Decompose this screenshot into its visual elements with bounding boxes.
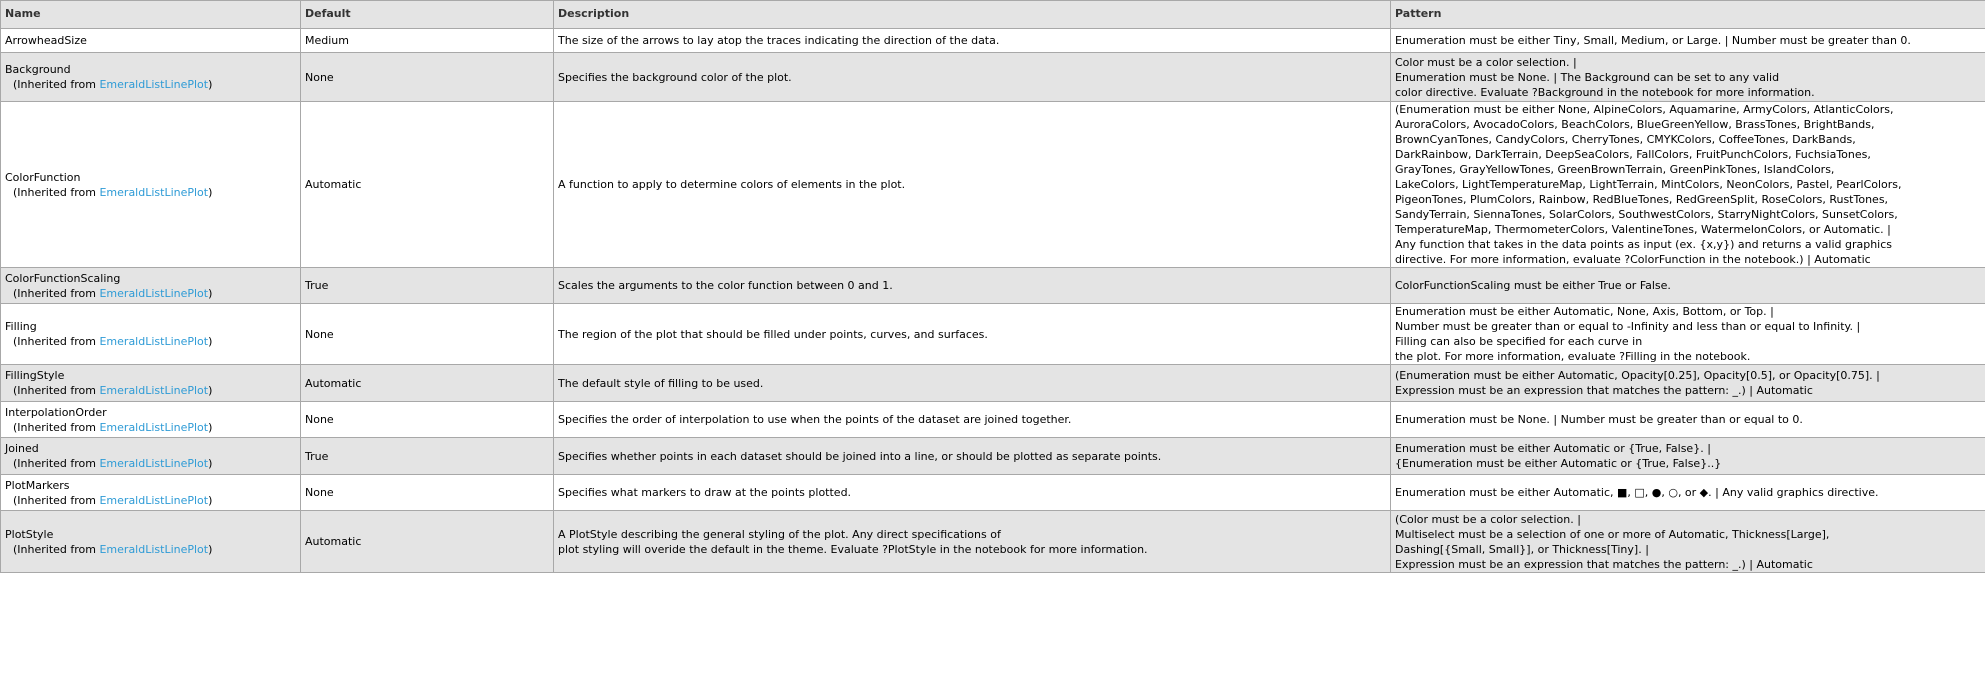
pattern-line: Dashing[{Small, Small}], or Thickness[Tiny]. | bbox=[1395, 542, 1649, 556]
option-default-cell: Automatic bbox=[301, 102, 554, 268]
pattern-line: SandyTerrain, SiennaTones, SolarColors, SouthwestColors, StarryNightColors, SunsetColors, bbox=[1395, 208, 1898, 221]
inherited-prefix: (Inherited from bbox=[13, 78, 100, 91]
option-default-cell: None bbox=[301, 402, 554, 438]
inherited-note bbox=[5, 334, 296, 349]
inherited-suffix: ) bbox=[208, 185, 213, 199]
option-description-cell: The default style of filling to be used. bbox=[554, 365, 1391, 402]
table-row bbox=[1, 475, 1985, 511]
table-row bbox=[1, 268, 1985, 304]
inherited-note bbox=[5, 286, 296, 301]
option-name-cell bbox=[1, 29, 301, 53]
inherited-note bbox=[5, 456, 296, 471]
pattern-line: BrownCyanTones, CandyColors, CherryTones, CMYKColors, CoffeeTones, DarkBands, bbox=[1395, 133, 1856, 146]
option-name: PlotMarkers bbox=[5, 478, 70, 492]
option-name-cell bbox=[1, 402, 301, 438]
pattern-line: Number must be greater than or equal to -Infinity and less than or equal to Infinity. | bbox=[1395, 320, 1861, 333]
header-pattern: Pattern bbox=[1391, 1, 1985, 29]
inherited-note bbox=[5, 493, 296, 508]
option-pattern-cell bbox=[1391, 475, 1985, 511]
inherited-suffix: ) bbox=[208, 457, 213, 470]
option-name: ColorFunction bbox=[5, 170, 81, 184]
option-pattern-cell bbox=[1391, 402, 1985, 438]
pattern-line: TemperatureMap, ThermometerColors, ValentineTones, WatermelonColors, or Automatic. | bbox=[1395, 223, 1891, 236]
option-name-cell bbox=[1, 438, 301, 475]
option-name: Filling bbox=[5, 320, 37, 333]
option-name: InterpolationOrder bbox=[5, 405, 107, 419]
table-row bbox=[1, 29, 1985, 53]
option-description-cell: Specifies the background color of the plot. bbox=[554, 53, 1391, 102]
option-pattern-cell bbox=[1391, 304, 1985, 365]
pattern-line: Any function that takes in the data points as input (ex. {x,y}) and returns a valid graphics bbox=[1395, 238, 1893, 251]
option-pattern-cell bbox=[1391, 511, 1985, 573]
option-default-cell: None bbox=[301, 53, 554, 102]
pattern-line: PigeonTones, PlumColors, Rainbow, RedBlueTones, RedGreenSplit, RoseColors, RustTones, bbox=[1395, 193, 1889, 206]
option-default-cell: True bbox=[301, 268, 554, 304]
table-row bbox=[1, 365, 1985, 402]
pattern-line: color directive. Evaluate ?Background in the notebook for more information. bbox=[1395, 85, 1815, 99]
option-name-cell bbox=[1, 53, 301, 102]
inherited-suffix: ) bbox=[208, 542, 213, 556]
pattern-line: Color must be a color selection. | bbox=[1395, 55, 1577, 69]
inherited-prefix: (Inherited from bbox=[13, 457, 100, 470]
option-description-cell: Scales the arguments to the color function between 0 and 1. bbox=[554, 268, 1391, 304]
inherited-link[interactable]: EmeraldListLinePlot bbox=[99, 420, 209, 434]
option-name-cell bbox=[1, 475, 301, 511]
option-default-cell: True bbox=[301, 438, 554, 475]
option-name-cell bbox=[1, 511, 301, 573]
table-row bbox=[1, 53, 1985, 102]
pattern-line: Enumeration must be either Tiny, Small, Medium, or Large. | Number must be greater than 0. bbox=[1395, 34, 1911, 47]
option-description-cell: Specifies whether points in each dataset should be joined into a line, or should be plotted as separate points. bbox=[554, 438, 1391, 475]
inherited-link[interactable]: EmeraldListLinePlot bbox=[99, 286, 209, 300]
inherited-prefix: (Inherited from bbox=[13, 286, 100, 300]
inherited-prefix: (Inherited from bbox=[13, 185, 100, 199]
pattern-line: Expression must be an expression that matches the pattern: _.) | Automatic bbox=[1395, 384, 1813, 397]
inherited-prefix: (Inherited from bbox=[13, 493, 100, 507]
option-pattern-cell bbox=[1391, 53, 1985, 102]
option-default-cell: Automatic bbox=[301, 365, 554, 402]
pattern-line: the plot. For more information, evaluate ?Filling in the notebook. bbox=[1395, 350, 1751, 363]
table-row bbox=[1, 304, 1985, 365]
table-row bbox=[1, 402, 1985, 438]
inherited-link[interactable]: EmeraldListLinePlot bbox=[99, 78, 209, 91]
option-pattern-cell bbox=[1391, 29, 1985, 53]
description-line: A PlotStyle describing the general styling of the plot. Any direct specifications of bbox=[558, 527, 1001, 541]
description-line: plot styling will overide the default in the theme. Evaluate ?PlotStyle in the notebook for more information. bbox=[558, 542, 1148, 556]
pattern-line: (Color must be a color selection. | bbox=[1395, 512, 1581, 526]
pattern-line: (Enumeration must be either None, AlpineColors, Aquamarine, ArmyColors, AtlanticColors, bbox=[1395, 103, 1894, 116]
inherited-prefix: (Inherited from bbox=[13, 542, 100, 556]
option-name: ColorFunctionScaling bbox=[5, 271, 121, 285]
pattern-line: directive. For more information, evaluate ?ColorFunction in the notebook.) | Automatic bbox=[1395, 253, 1871, 266]
header-default: Default bbox=[301, 1, 554, 29]
table-row bbox=[1, 102, 1985, 268]
inherited-suffix: ) bbox=[208, 78, 213, 91]
inherited-link[interactable]: EmeraldListLinePlot bbox=[99, 493, 209, 507]
inherited-prefix: (Inherited from bbox=[13, 335, 100, 348]
header-description: Description bbox=[554, 1, 1391, 29]
option-description-cell: Specifies what markers to draw at the points plotted. bbox=[554, 475, 1391, 511]
pattern-line: AuroraColors, AvocadoColors, BeachColors, BlueGreenYellow, BrassTones, BrightBands, bbox=[1395, 118, 1875, 131]
pattern-line: Expression must be an expression that matches the pattern: _.) | Automatic bbox=[1395, 557, 1813, 571]
option-pattern-cell bbox=[1391, 365, 1985, 402]
inherited-suffix: ) bbox=[208, 420, 213, 434]
header-name: Name bbox=[1, 1, 301, 29]
option-pattern-cell bbox=[1391, 438, 1985, 475]
inherited-prefix: (Inherited from bbox=[13, 384, 100, 397]
option-default-cell: None bbox=[301, 304, 554, 365]
inherited-link[interactable]: EmeraldListLinePlot bbox=[99, 542, 209, 556]
option-pattern-cell bbox=[1391, 102, 1985, 268]
option-name-cell bbox=[1, 365, 301, 402]
inherited-suffix: ) bbox=[208, 493, 213, 507]
inherited-note bbox=[5, 77, 296, 92]
inherited-link[interactable]: EmeraldListLinePlot bbox=[99, 457, 209, 470]
pattern-line: Filling can also be specified for each curve in bbox=[1395, 335, 1643, 348]
option-description-cell bbox=[554, 511, 1391, 573]
option-name: Background bbox=[5, 63, 71, 76]
option-default-cell: Automatic bbox=[301, 511, 554, 573]
inherited-note bbox=[5, 420, 296, 435]
inherited-prefix: (Inherited from bbox=[13, 420, 100, 434]
option-name: PlotStyle bbox=[5, 527, 54, 541]
option-name-cell bbox=[1, 268, 301, 304]
inherited-link[interactable]: EmeraldListLinePlot bbox=[99, 335, 209, 348]
pattern-line: Multiselect must be a selection of one or more of Automatic, Thickness[Large], bbox=[1395, 527, 1830, 541]
pattern-line: {Enumeration must be either Automatic or {True, False}..} bbox=[1395, 457, 1722, 470]
pattern-line: Enumeration must be None. | Number must be greater than or equal to 0. bbox=[1395, 413, 1803, 426]
inherited-suffix: ) bbox=[208, 335, 213, 348]
inherited-link[interactable]: EmeraldListLinePlot bbox=[99, 384, 209, 397]
option-description-cell: The size of the arrows to lay atop the traces indicating the direction of the data. bbox=[554, 29, 1391, 53]
pattern-line: GrayTones, GrayYellowTones, GreenBrownTerrain, GreenPinkTones, IslandColors, bbox=[1395, 163, 1835, 176]
table-row bbox=[1, 438, 1985, 475]
option-default-cell: None bbox=[301, 475, 554, 511]
option-name: FillingStyle bbox=[5, 369, 65, 382]
option-default-cell: Medium bbox=[301, 29, 554, 53]
option-description-cell: A function to apply to determine colors of elements in the plot. bbox=[554, 102, 1391, 268]
table-body bbox=[1, 29, 1985, 573]
pattern-line: Enumeration must be either Automatic or {True, False}. | bbox=[1395, 442, 1711, 455]
inherited-suffix: ) bbox=[208, 384, 213, 397]
pattern-line: DarkRainbow, DarkTerrain, DeepSeaColors, FallColors, FruitPunchColors, FuchsiaTones, bbox=[1395, 148, 1871, 161]
option-name-cell bbox=[1, 102, 301, 268]
inherited-suffix: ) bbox=[208, 286, 213, 300]
pattern-line: (Enumeration must be either Automatic, Opacity[0.25], Opacity[0.5], or Opacity[0.75]. | bbox=[1395, 369, 1880, 382]
option-name: ArrowheadSize bbox=[5, 34, 87, 47]
inherited-note bbox=[5, 542, 296, 557]
option-pattern-cell bbox=[1391, 268, 1985, 304]
option-name-cell bbox=[1, 304, 301, 365]
table-row bbox=[1, 511, 1985, 573]
option-description-cell: The region of the plot that should be filled under points, curves, and surfaces. bbox=[554, 304, 1391, 365]
pattern-line: Enumeration must be either Automatic, ■, □, ●, ○, or ◆. | Any valid graphics directive. bbox=[1395, 486, 1879, 499]
pattern-line: Enumeration must be either Automatic, None, Axis, Bottom, or Top. | bbox=[1395, 305, 1774, 318]
pattern-line: LakeColors, LightTemperatureMap, LightTerrain, MintColors, NeonColors, Pastel, PearlColors, bbox=[1395, 178, 1902, 191]
inherited-note bbox=[5, 383, 296, 398]
pattern-line: ColorFunctionScaling must be either True or False. bbox=[1395, 279, 1671, 292]
option-name: Joined bbox=[5, 442, 39, 455]
option-description-cell: Specifies the order of interpolation to use when the points of the dataset are joined together. bbox=[554, 402, 1391, 438]
inherited-link[interactable]: EmeraldListLinePlot bbox=[99, 185, 209, 199]
pattern-line: Enumeration must be None. | The Background can be set to any valid bbox=[1395, 70, 1780, 84]
table-header-row bbox=[1, 1, 1985, 29]
inherited-note bbox=[5, 185, 296, 200]
